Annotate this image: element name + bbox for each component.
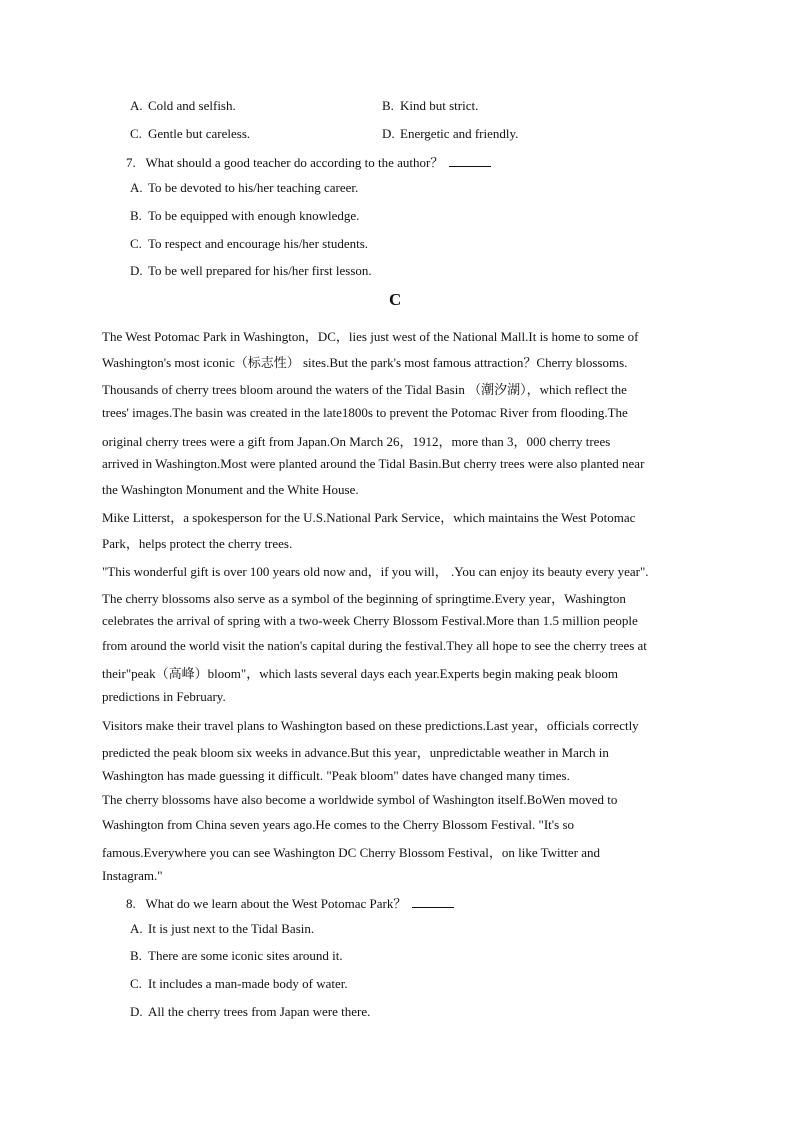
q7-option-c: C. To respect and encourage his/her students.	[130, 236, 369, 251]
passage-line: trees' images.The basin was created in the late1800s to prevent the Potomac River from flooding.The	[102, 405, 628, 420]
q8-option-a: A. It is just next to the Tidal Basin.	[130, 921, 315, 936]
passage-line: Washington has made guessing it difficult. "Peak bloom" dates have changed many times.	[102, 768, 570, 783]
q7-option-b: B. To be equipped with enough knowledge.	[130, 208, 360, 223]
passage-line: The cherry blossoms also serve as a symbol of the beginning of springtime.Every year，Washington	[102, 591, 626, 606]
q7-stem: 7. What should a good teacher do according to the author？	[126, 152, 491, 171]
q8-option-b: B. There are some iconic sites around it.	[130, 948, 343, 963]
section-title: C	[389, 290, 402, 309]
passage-line: celebrates the arrival of spring with a two-week Cherry Blossom Festival.More than 1.5 million people	[102, 613, 638, 628]
q8-option-c: C. It includes a man-made body of water.	[130, 976, 348, 991]
passage-line: Instagram."	[102, 868, 163, 883]
passage-line: from around the world visit the nation's capital during the festival.They all hope to see the cherry trees at	[102, 638, 647, 653]
answer-blank[interactable]	[449, 154, 491, 167]
passage-line: "This wonderful gift is over 100 years old now and，if you will， .You can enjoy its beauty every year".	[102, 564, 649, 579]
passage-line: The West Potomac Park in Washington，DC，lies just west of the National Mall.It is home to some of	[102, 329, 639, 344]
q7-option-a: A. To be devoted to his/her teaching career.	[130, 180, 359, 195]
passage-line: Washington from China seven years ago.He comes to the Cherry Blossom Festival. "It's so	[102, 817, 574, 832]
q6-option-d: D. Energetic and friendly.	[382, 126, 519, 141]
passage-line: predicted the peak bloom six weeks in advance.But this year，unpredictable weather in March in	[102, 745, 609, 760]
passage-line: Washington's most iconic（标志性） sites.But the park's most famous attraction？Cherry blossoms.	[102, 355, 628, 370]
passage-line: The cherry blossoms have also become a worldwide symbol of Washington itself.BoWen moved to	[102, 792, 618, 807]
answer-blank[interactable]	[412, 895, 454, 908]
passage-line: Visitors make their travel plans to Washington based on these predictions.Last year，officials correctly	[102, 718, 639, 733]
q6-option-b: B. Kind but strict.	[382, 98, 479, 113]
q6-option-a: A. Cold and selfish.	[130, 98, 236, 113]
passage-line: Thousands of cherry trees bloom around the waters of the Tidal Basin （潮汐湖），which reflect the	[102, 382, 627, 397]
q6-option-c: C. Gentle but careless.	[130, 126, 251, 141]
passage-line: predictions in February.	[102, 689, 226, 704]
q7-option-d: D. To be well prepared for his/her first lesson.	[130, 263, 372, 278]
passage-line: famous.Everywhere you can see Washington DC Cherry Blossom Festival，on like Twitter and	[102, 845, 600, 860]
passage-line: the Washington Monument and the White House.	[102, 482, 359, 497]
passage-line: their"peak（高峰）bloom"，which lasts several days each year.Experts begin making peak bloom	[102, 666, 619, 681]
q8-stem: 8. What do we learn about the West Potomac Park？	[126, 893, 454, 912]
passage-line: Park，helps protect the cherry trees.	[102, 536, 293, 551]
q8-option-d: D. All the cherry trees from Japan were there.	[130, 1004, 371, 1019]
passage-line: Mike Litterst，a spokesperson for the U.S.National Park Service，which maintains the West Potomac	[102, 510, 636, 525]
passage-line: arrived in Washington.Most were planted around the Tidal Basin.But cherry trees were also planted near	[102, 456, 645, 471]
passage-line: original cherry trees were a gift from Japan.On March 26，1912，more than 3，000 cherry trees	[102, 434, 611, 449]
